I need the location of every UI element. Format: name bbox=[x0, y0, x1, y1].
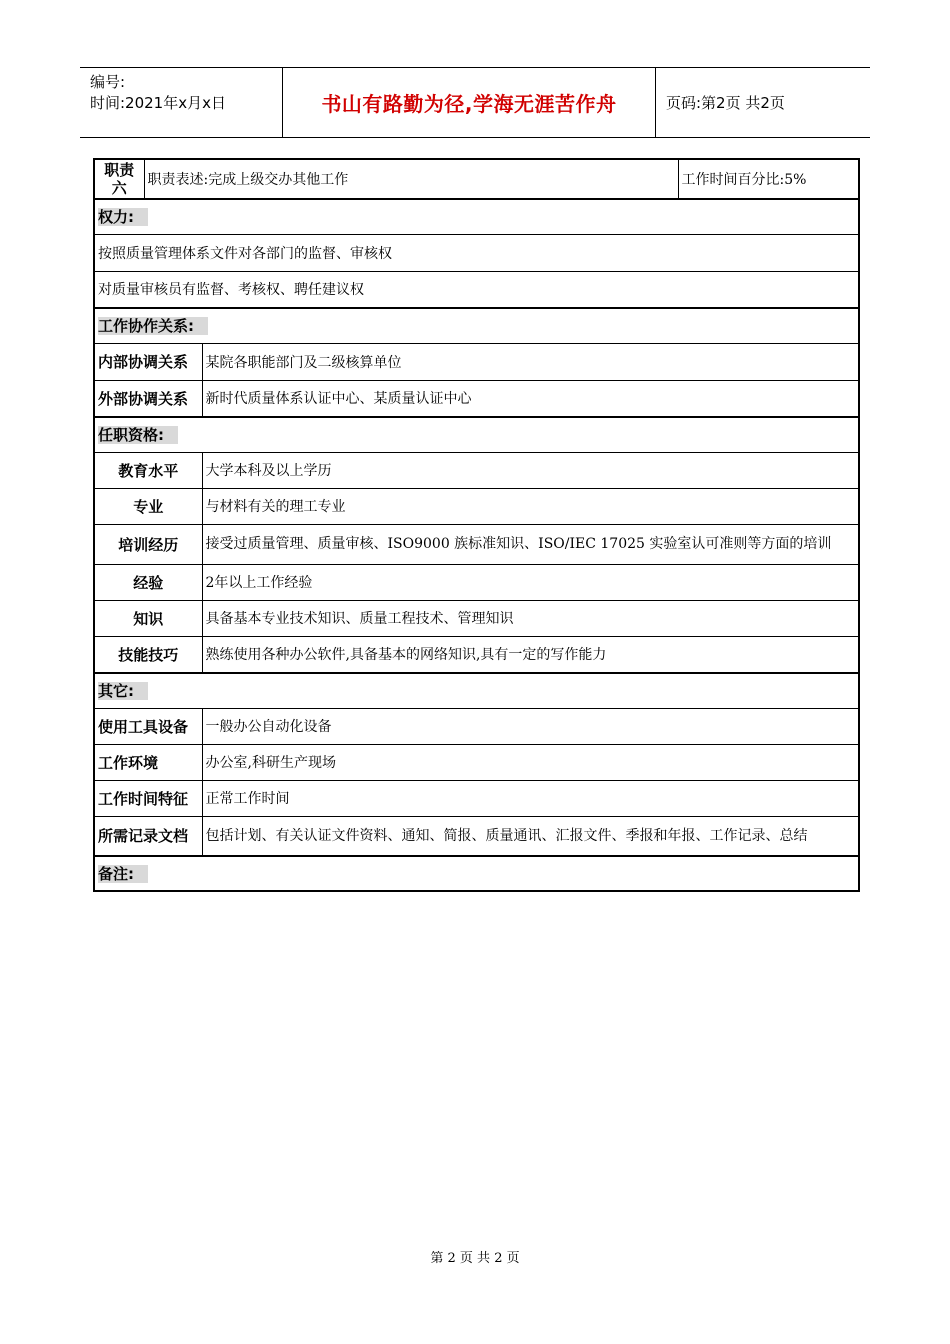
relations-value: 某院各职能部门及二级核算单位 bbox=[202, 343, 859, 380]
qualification-label: 技能技巧 bbox=[94, 636, 202, 673]
page-header bbox=[80, 67, 870, 138]
qualification-row bbox=[94, 488, 859, 524]
relations-row bbox=[94, 343, 859, 380]
duty-label: 职责六 bbox=[94, 159, 144, 199]
qualification-label: 专业 bbox=[94, 488, 202, 524]
qualifications-title: 任职资格: bbox=[98, 426, 178, 444]
duty-row bbox=[94, 159, 859, 199]
header-motto: 书山有路勤为径,学海无涯苦作舟 bbox=[282, 68, 656, 137]
qualification-value: 具备基本专业技术知识、质量工程技术、管理知识 bbox=[202, 600, 859, 636]
other-label: 使用工具设备 bbox=[94, 708, 202, 744]
other-row bbox=[94, 744, 859, 780]
relations-label: 外部协调关系 bbox=[94, 380, 202, 417]
qualification-label: 培训经历 bbox=[94, 524, 202, 564]
qualification-row bbox=[94, 524, 859, 564]
authority-item bbox=[94, 234, 859, 271]
authority-item-text: 按照质量管理体系文件对各部门的监督、审核权 bbox=[94, 234, 859, 271]
relations-title: 工作协作关系: bbox=[98, 317, 208, 335]
qualification-row bbox=[94, 564, 859, 600]
other-label: 工作环境 bbox=[94, 744, 202, 780]
qualification-label: 知识 bbox=[94, 600, 202, 636]
page-footer: 第 2 页 共 2 页 bbox=[430, 1251, 520, 1266]
authority-item-text: 对质量审核员有监督、考核权、聘任建议权 bbox=[94, 271, 859, 308]
qualification-row bbox=[94, 600, 859, 636]
qualification-value: 大学本科及以上学历 bbox=[202, 452, 859, 488]
relations-value: 新时代质量体系认证中心、某质量认证中心 bbox=[202, 380, 859, 417]
qualification-label: 教育水平 bbox=[94, 452, 202, 488]
qualifications-section bbox=[94, 417, 859, 452]
other-value: 包括计划、有关认证文件资料、通知、简报、质量通讯、汇报文件、季报和年报、工作记录、总结 bbox=[202, 816, 859, 856]
qualification-value: 与材料有关的理工专业 bbox=[202, 488, 859, 524]
qualification-row bbox=[94, 452, 859, 488]
time-label: 时间:2021年x月x日 bbox=[90, 94, 226, 112]
authority-item bbox=[94, 271, 859, 308]
number-label: 编号: bbox=[90, 73, 126, 91]
job-description-table bbox=[93, 158, 860, 892]
relations-section bbox=[94, 308, 859, 343]
qualification-row bbox=[94, 636, 859, 673]
qualification-label: 经验 bbox=[94, 564, 202, 600]
remarks-title: 备注: bbox=[98, 865, 148, 883]
remarks-section bbox=[94, 856, 859, 891]
other-row bbox=[94, 816, 859, 856]
other-row bbox=[94, 708, 859, 744]
header-meta bbox=[80, 68, 282, 137]
duty-description: 职责表述:完成上级交办其他工作 bbox=[144, 159, 678, 199]
qualification-value: 2年以上工作经验 bbox=[202, 564, 859, 600]
other-value: 正常工作时间 bbox=[202, 780, 859, 816]
authority-title: 权力: bbox=[98, 208, 148, 226]
authority-section bbox=[94, 199, 859, 234]
other-value: 一般办公自动化设备 bbox=[202, 708, 859, 744]
other-value: 办公室,科研生产现场 bbox=[202, 744, 859, 780]
duty-time-percent: 工作时间百分比:5% bbox=[678, 159, 859, 199]
relations-row bbox=[94, 380, 859, 417]
other-row bbox=[94, 780, 859, 816]
qualification-value: 熟练使用各种办公软件,具备基本的网络知识,具有一定的写作能力 bbox=[202, 636, 859, 673]
other-label: 所需记录文档 bbox=[94, 816, 202, 856]
other-label: 工作时间特征 bbox=[94, 780, 202, 816]
other-title: 其它: bbox=[98, 682, 148, 700]
other-section bbox=[94, 673, 859, 708]
qualification-value: 接受过质量管理、质量审核、ISO9000 族标准知识、ISO/IEC 17025 实验室认可准则等方面的培训 bbox=[202, 524, 859, 564]
relations-label: 内部协调关系 bbox=[94, 343, 202, 380]
page-code: 页码:第2页 共2页 bbox=[666, 94, 785, 112]
